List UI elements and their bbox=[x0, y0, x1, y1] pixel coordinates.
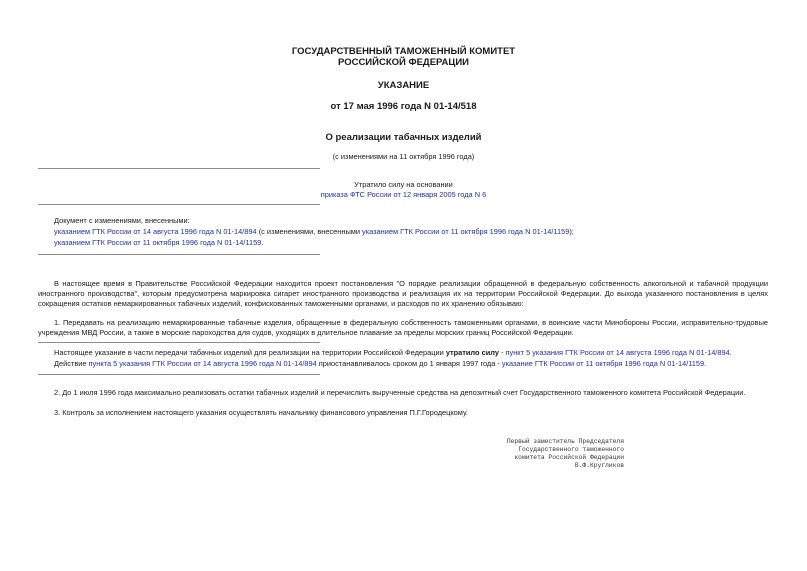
note-1-dash: - bbox=[498, 348, 506, 357]
note-2-mid: приостанавливалось сроком до 1 января 1997 года - bbox=[316, 359, 502, 368]
change-item-1-text: (с изменениями, внесенными bbox=[256, 227, 363, 236]
point-2-paragraph: 2. До 1 июля 1996 года максимально реализовать остатки табачных изделий и перечислить вырученные средства на депозитный счет Государственного таможенного комитета Российской Федерации. bbox=[54, 388, 746, 397]
document-type: УКАЗАНИЕ bbox=[377, 80, 430, 91]
divider bbox=[38, 374, 320, 375]
note-2-end: . bbox=[704, 359, 707, 368]
signature-name: В.Ф.Кругликов bbox=[574, 462, 624, 469]
signature-block bbox=[440, 438, 624, 470]
note-1-link[interactable]: пункт 5 указания ГТК России от 14 августа 1996 года N 01-14/894 bbox=[505, 348, 730, 357]
basis-link[interactable]: приказа ФТС России от 12 января 2005 года N 6 bbox=[320, 190, 487, 199]
signature-line-3: комитета Российской Федерации bbox=[514, 454, 624, 461]
change-item-1-end: ); bbox=[569, 227, 574, 236]
note-1 bbox=[54, 348, 732, 358]
note-2-text: Действие bbox=[54, 359, 89, 368]
document-title: О реализации табачных изделий bbox=[325, 132, 482, 143]
divider bbox=[38, 168, 320, 169]
lost-force-basis bbox=[0, 190, 807, 200]
divider bbox=[38, 204, 320, 205]
note-1-bold: утратило силу bbox=[445, 348, 499, 357]
changes-intro: Документ с изменениями, внесенными: bbox=[54, 216, 190, 225]
note-2 bbox=[54, 359, 706, 369]
point-1-paragraph: 1. Передавать на реализацию немаркированные табачные изделия, обращенные в федеральную собственность таможенными органами, в воинские части Минобороны России, исправительно-трудовые учреждения МВД России, а также в морские пароходства для судов, уходящих в длительное плавание за пределы морских границ Российской Федерации. bbox=[38, 318, 768, 337]
note-2-link-2[interactable]: указание ГТК России от 11 октября 1996 года N 01-14/1159 bbox=[501, 359, 705, 368]
point-3-paragraph: 3. Контроль за исполнением настоящего указания осуществлять начальнику финансового управления П.Г.Городецкому. bbox=[54, 408, 468, 417]
preamble-paragraph: В настоящее время в Правительстве Российской Федерации находится проект постановления "О порядке реализации обращенной в федеральную собственность алкогольной и табачной продукции иностранного производства", которым предусмотрена маркировка сигарет иностранного производства и реализация их на территории Российской Федерации. До выхода указанного постановления в целях сокращения остатков немаркированных табачных изделий, конфискованных таможенными органами, и расходов по их хранению обязываю: bbox=[38, 279, 768, 308]
divider bbox=[38, 342, 320, 343]
document-date-number: от 17 мая 1996 года N 01-14/518 bbox=[330, 101, 477, 112]
note-1-end: . bbox=[729, 348, 732, 357]
issuer-line-2: РОССИЙСКОЙ ФЕДЕРАЦИИ bbox=[337, 57, 469, 68]
changes-item-1 bbox=[54, 227, 574, 237]
signature-line-1: Первый заместитель Председателя bbox=[506, 438, 624, 445]
change-link-1[interactable]: указанием ГТК России от 14 августа 1996 года N 01-14/894 bbox=[54, 227, 257, 236]
change-link-3[interactable]: указанием ГТК России от 11 октября 1996 года N 01-14/1159 bbox=[54, 238, 262, 247]
issuer-line-1: ГОСУДАРСТВЕННЫЙ ТАМОЖЕННЫЙ КОМИТЕТ bbox=[291, 46, 516, 57]
divider bbox=[38, 254, 320, 255]
lost-force-label: Утратило силу на основании bbox=[354, 180, 453, 189]
note-1-text: Настоящее указание в части передачи табачных изделий для реализации на территории Российской Федерации bbox=[54, 348, 446, 357]
change-link-2[interactable]: указанием ГТК России от 11 октября 1996 года N 01-14/1159 bbox=[362, 227, 570, 236]
note-2-link[interactable]: пункта 5 указания ГТК России от 14 августа 1996 года N 01-14/894 bbox=[88, 359, 317, 368]
change-item-2-end: . bbox=[261, 238, 264, 247]
changes-item-2 bbox=[54, 238, 263, 248]
amendments-note: (с изменениями на 11 октября 1996 года) bbox=[332, 152, 475, 161]
signature-line-2: Государственного таможенного bbox=[518, 446, 624, 453]
